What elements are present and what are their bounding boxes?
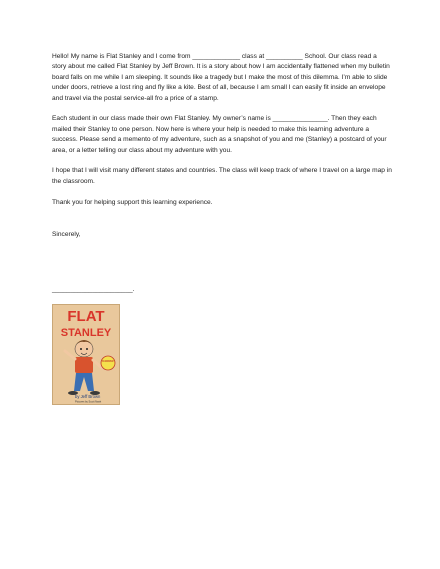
thanks-paragraph: Thank you for helping support this learning experience. [52, 198, 213, 206]
request-paragraph: Each student in our class made their own Flat Stanley. My owner’s name is _______________. Then they each mailed their Stanley to one person. Now here is where your help is needed to make this learning adventure a success. Please send a memento of my adventure, such as a snapshot of you and me (Stanley) a postcard of your area, or a letter telling our class about my adventure with you. [52, 115, 387, 154]
signature-line: ______________________. [52, 286, 135, 293]
book-cover-image [52, 304, 120, 405]
closing-salutation: Sincerely, [52, 231, 81, 239]
travel-paragraph: I hope that I will visit many different states and countries. The class will keep track of where I travel on a large map in the classroom. [52, 167, 392, 185]
anniversary-badge [101, 356, 115, 370]
stanley-eye-right [86, 348, 88, 350]
cover-title-stanley: STANLEY [60, 327, 112, 339]
book-cover-illustration [53, 305, 119, 404]
cover-title-flat: FLAT [67, 308, 105, 325]
stanley-shirt [75, 357, 93, 373]
cover-author: by Jeff Brown [75, 394, 101, 399]
intro-paragraph: Hello! My name is Flat Stanley and I come from _____________ class at __________ School. Our class read a story about me called Flat Stanley by Jeff Brown. It is a story about how I am accidentally flattened when my bulletin board falls on me while I am sleeping. It sounds like a tragedy but I make the most of this dilemma. I’m able to slide under doors, retrieve a lost ring and fly like a kite. Best of all, because I am small I can easily fit inside an envelope and travel via the postal service-all fro a price of a stamp. [52, 53, 390, 102]
stanley-eye-left [80, 348, 82, 350]
letter-body [52, 52, 392, 240]
badge-text [102, 359, 114, 363]
cover-illustrator: Pictures by Scott Nash [75, 400, 102, 404]
